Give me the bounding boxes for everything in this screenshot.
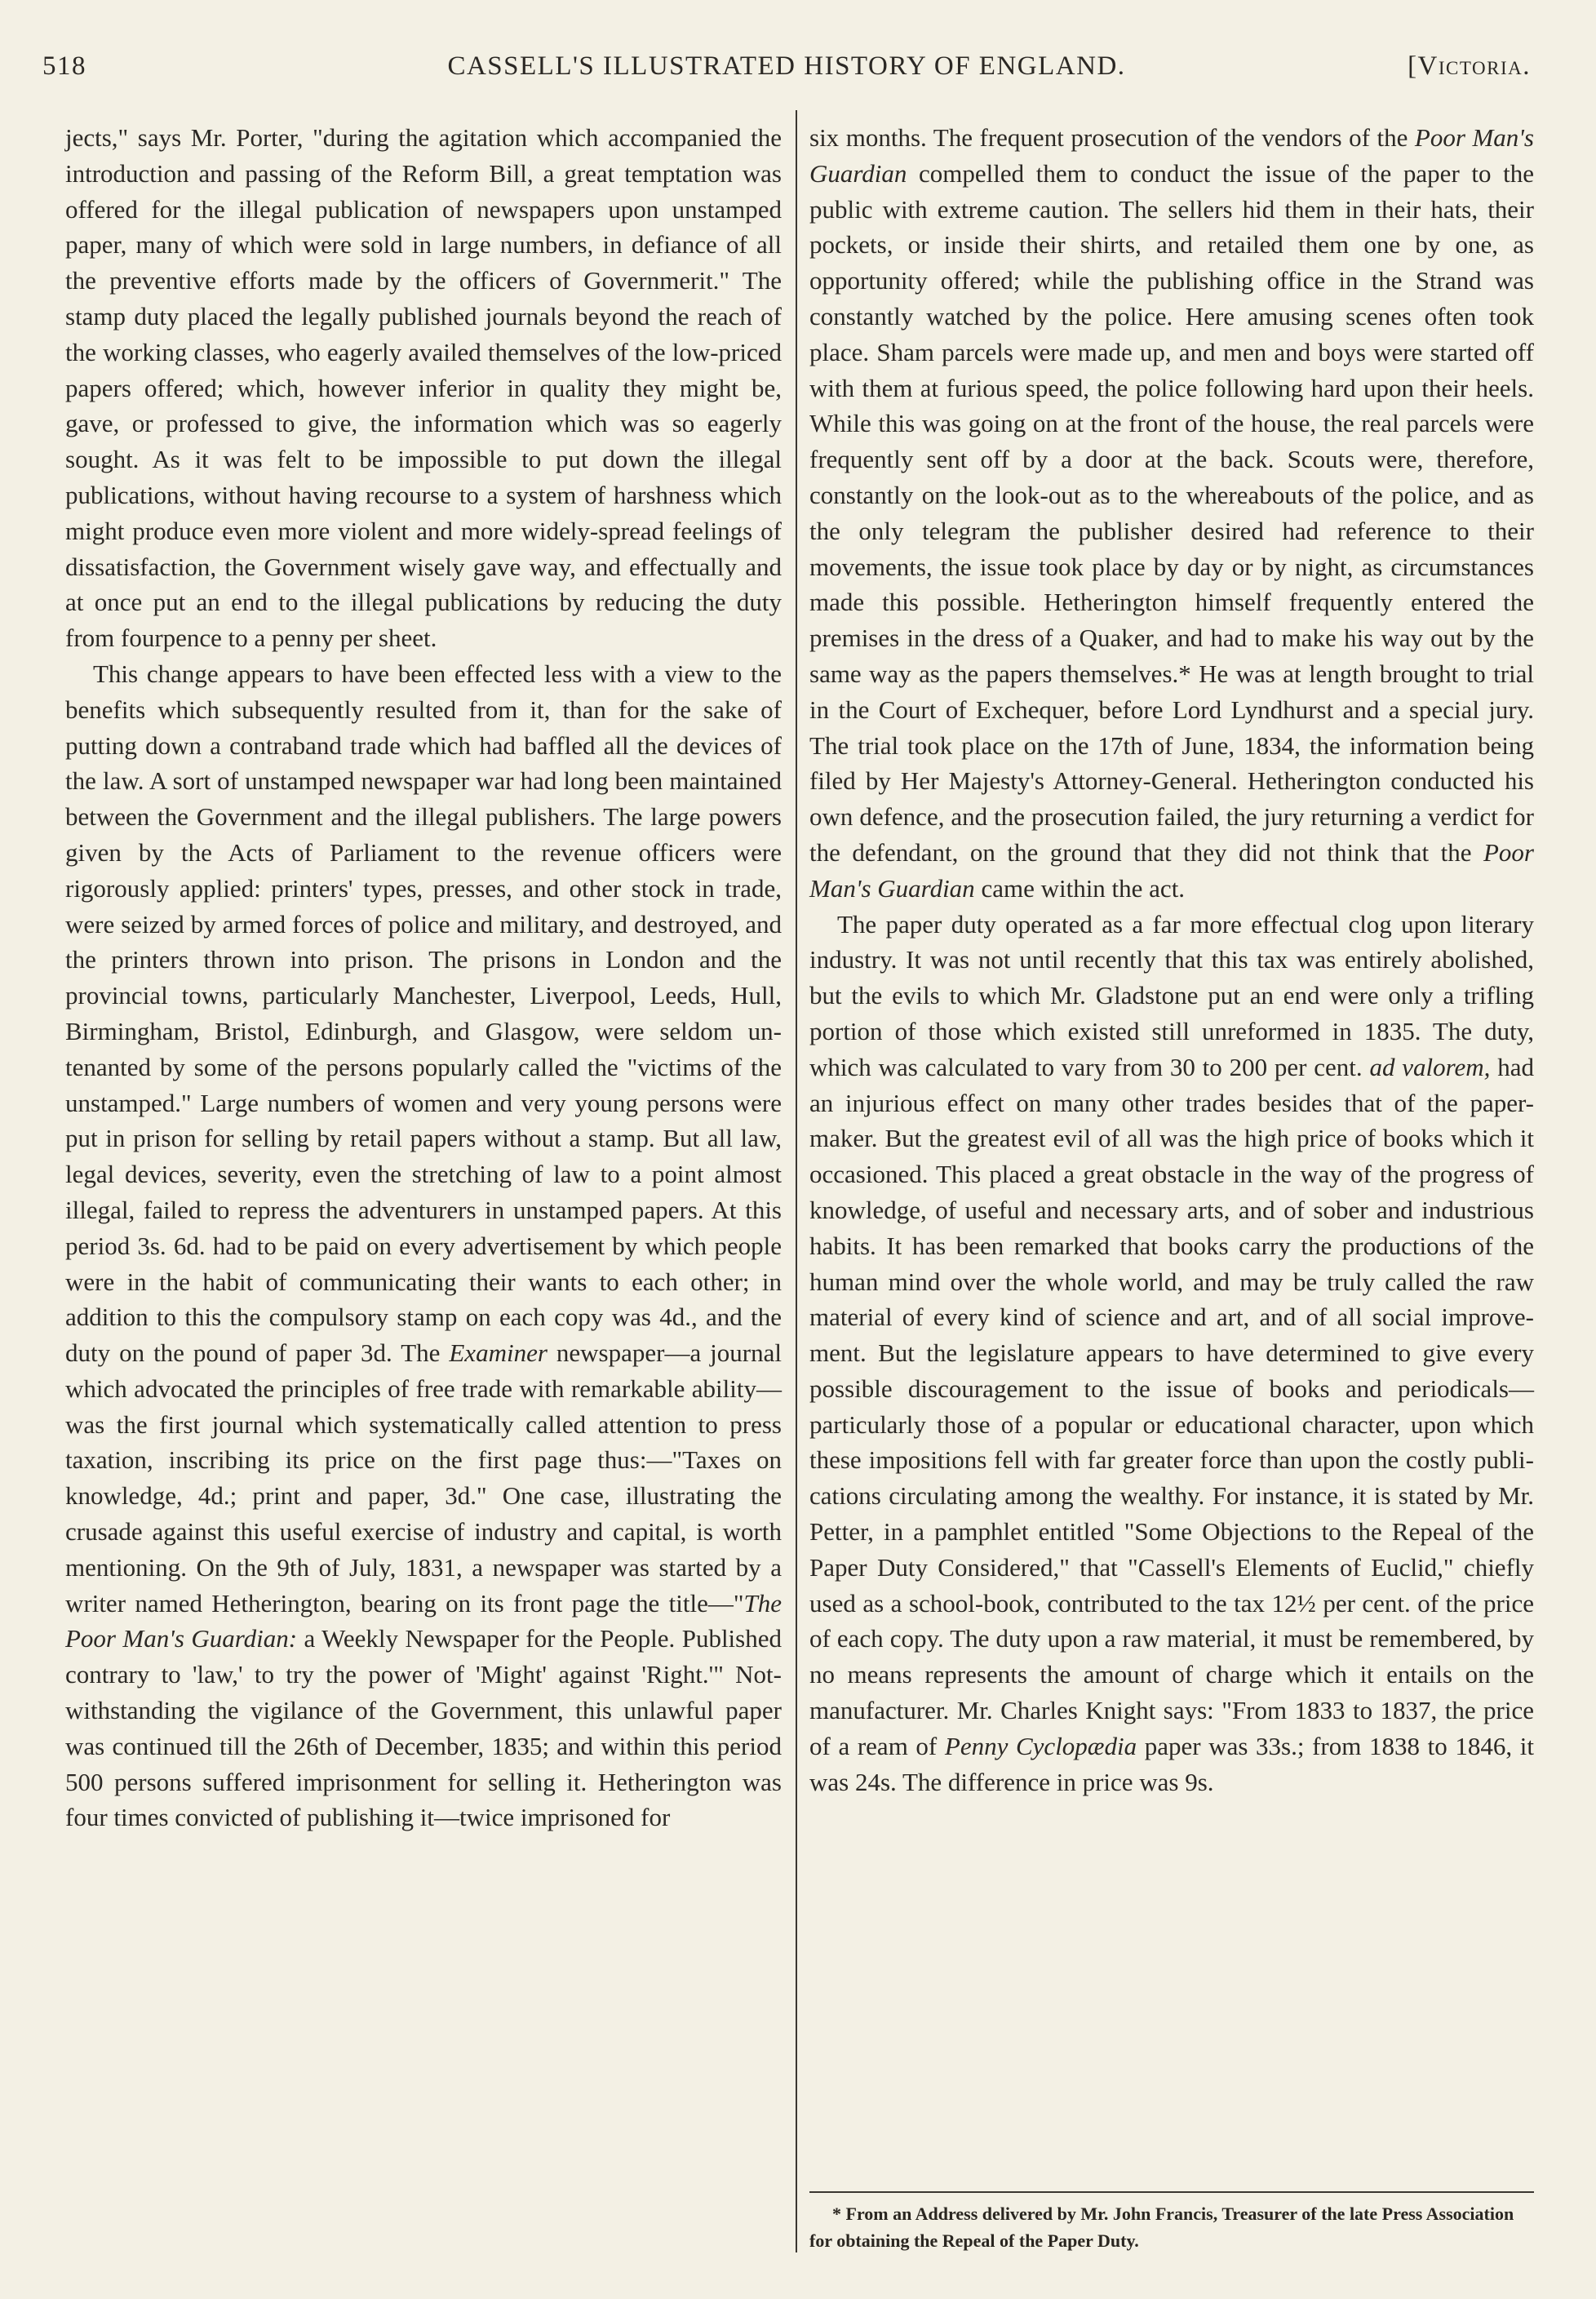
text-run: paper was 33s.; from 1838 to 1846, it was 24s. The difference in price was 9s. — [809, 1731, 1534, 1796]
text-run: six months. The frequent prosecution of the vendors of the — [809, 123, 1415, 152]
footnote: * From an Address delivered by Mr. John Francis, Treasurer of the late Press Association for obtaining the Repeal of the Paper Duty. — [809, 2204, 1514, 2251]
text-run: This change appears to have been effected less with a view to the benefits which subsequently resulted from it, than for the sake of putting down a contraband trade which had baffled all the devices of the law. A sort of unstamped newspaper war had long been maintained between the Government and the illegal publishers. The large powers given by the Acts of Parliament to the revenue officers were rigorously applied: printers' types, presses, and other stock in trade, were seized by armed forces of police and military, and destroyed, and the printers thrown into prison. The prisons in London and the provincial towns, particularly Manchester, Liverpool, Leeds, Hull, Birmingham, Bristol, Edinburgh, and Glasgow, were seldom untenanted by some of the persons popularly called the "victims of the unstamped." Large numbers of women and very young persons were put in prison for selling by retail papers without a stamp. But all law, legal devices, severity, even the stretching of law to a point almost illegal, failed to repress the adventurers in unstamped papers. At this period 3s. 6d. had to be paid on every advertisement by which people were in the habit of communicating their wants to each other; in addition to this the compulsory stamp on each copy was 4d., and the duty on the pound of paper 3d. The — [65, 659, 782, 1368]
running-title: CASSELL'S ILLUSTRATED HISTORY OF ENGLAND. — [447, 51, 1126, 81]
text-run: compelled them to conduct the issue of the paper to the public with extreme caution. The sellers hid them in their hats, their pockets, or inside their shirts, and retailed them one by one, as opportunity offered; while the publishing office in the Strand was constantly watched by the police. Here amusing scenes often took place. Sham parcels were made up, and men and boys were started off with them at furious speed, the police following hard upon their heels. While this was going on at the front of the house, the real parcels were frequently sent off by a door at the back. Scouts were, therefore, constantly on the look-out as to the whereabouts of the police, and as the only telegram the publisher desired had reference to their movements, the issue took place by day or by night, as circumstances made this possible. Hetherington himself frequently entered the premises in the dress of a Quaker, and had to make his way out by the same way as the papers themselves.* He was at length brought to trial in the Court of Exchequer, before Lord Lyndhurst and a special jury. The trial took place on the 17th of June, 1834, the information being filed by Her Majesty's Attorney-General. Hetherington conducted his own defence, and the prosecution failed, the jury returning a verdict for the defendant, on the ground that they did not think that the — [809, 158, 1534, 867]
left-column — [65, 120, 782, 1835]
text-run: The paper duty operated as a far more effectual clog upon literary industry. It was not until recently that this tax was entirely abolished, but the evils to which Mr. Gladstone put an end were only a trifling portion of those which existed still unreformed in 1835. The duty, which was calculated to vary from 30 to 200 per cent. — [809, 909, 1534, 1081]
latin-phrase: ad valorem, — [1369, 1052, 1491, 1081]
newspaper-title-examiner: Examiner — [449, 1338, 548, 1368]
paragraph: jects," says Mr. Porter, "during the agitation which accompanied the introduction and passing of the Reform Bill, a great temptation was offered for the illegal publication of newspapers upon unstamped paper, many of which were sold in large numbers, in defiance of all the preventive efforts made by the officers of Governmerit." The stamp duty placed the legally published journals beyond the reach of the working classes, who eagerly availed themselves of the low-priced papers offered; which, however inferior in quality they might be, gave, or professed to give, the information which was so eagerly sought. As it was felt to be impossible to put down the illegal publications, without having recourse to a system of harshness which might produce even more violent and more widely-spread feelings of dissatisfaction, the Government wisely gave way, and effectually and at once put an end to the illegal publications by reducing the duty from fourpence to a penny per sheet. — [65, 123, 782, 653]
footnote-divider — [809, 2191, 1534, 2193]
newspaper-title-guardian: The Poor Man's Guardian: — [65, 1588, 782, 1653]
newspaper-title-guardian: Poor Man's Guardian — [809, 123, 1534, 188]
running-header — [42, 45, 1531, 94]
text-run: came within the act. — [974, 873, 1186, 903]
paragraph — [65, 656, 782, 1835]
right-column — [809, 120, 1534, 1800]
text-run: a Weekly Newspaper for the People. Published contrary to 'law,' to try the power of 'Might' against 'Right.'" Notwithstanding the vigilance of the Government, this unlawful paper was continued till the 26th of December, 1835; and within this period 500 persons suffered imprisonment for selling it. Hetherington was four times convicted of publishing it—twice imprisoned for — [65, 1624, 782, 1832]
text-run: newspaper—a journal which advocated the principles of free trade with remarkable ability—was the first journal which systematically called attention to press taxation, inscribing its price on the first page thus:—"Taxes on knowledge, 4d.; print and paper, 3d." One case, illustrating the crusade against this useful exercise of industry and capital, is worth mentioning. On the 9th of July, 1831, a newspaper was started by a writer named Hetherington, bearing on its front page the title—" — [65, 1338, 782, 1618]
paragraph — [809, 120, 1534, 907]
publication-title: Penny Cyclopædia — [944, 1731, 1137, 1760]
paragraph — [809, 907, 1534, 1800]
page-number: 518 — [42, 51, 86, 81]
column-divider — [796, 110, 797, 2252]
text-run: had an injurious effect on many other trades besides that of the paper-maker. But the greatest evil of all was the high price of books which it occasioned. This placed a great obstacle in the way of the progress of knowledge, of useful and necessary arts, and of sober and industrious habits. It has been remarked that books carry the productions of the human mind over the whole world, and may be truly called the raw material of every kind of science and art, and of all social improvement. But the legislature appears to have determined to give every possible discouragement to the issue of books and periodicals—particularly those of a popular or educational character, upon which these impositions fell with far greater force than upon the costly publications circulating among the wealthy. For instance, it is stated by Mr. Petter, in a pamphlet entitled "Some Objections to the Repeal of the Paper Duty Considered," that "Cassell's Elements of Euclid," chiefly used as a school-book, contributed to the tax 12½ per cent. of the price of each copy. The duty upon a raw material, it must be remembered, by no means represents the amount of charge which it entails on the manufacturer. Mr. Charles Knight says: "From 1833 to 1837, the price of a ream of — [809, 1052, 1534, 1760]
section-label: [Victoria. — [1408, 51, 1531, 81]
newspaper-title-guardian: Poor Man's Guardian — [809, 837, 1534, 903]
